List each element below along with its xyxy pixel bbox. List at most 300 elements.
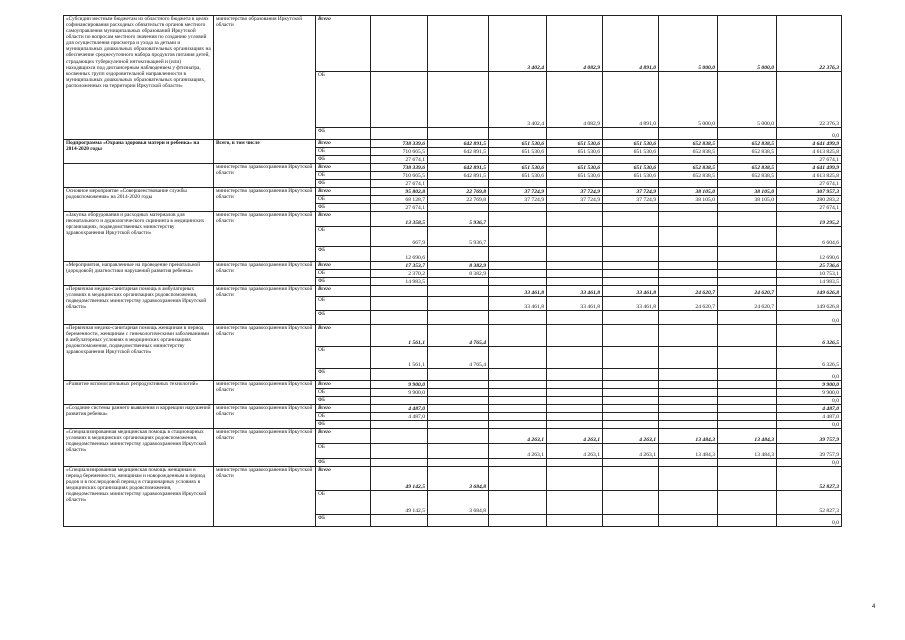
value-cell xyxy=(603,180,659,188)
value-cell xyxy=(371,429,428,444)
value-cell xyxy=(718,467,777,491)
value-cell xyxy=(428,180,489,188)
value-cell xyxy=(659,212,718,227)
executor-cell: Всего, в том числе xyxy=(214,140,316,164)
total-cell: 6 326,5 xyxy=(777,325,842,347)
activity-name: «Мероприятия, направленные на проведение пренатальной (дородовой) диагностики нарушений развития ребенка» xyxy=(64,262,214,286)
value-cell xyxy=(428,286,489,297)
value-cell: 49 142,5 xyxy=(371,491,428,515)
funding-source: Всего xyxy=(316,16,371,72)
value-cell: 37 724,9 xyxy=(489,188,547,196)
value-cell: 651 530,6 xyxy=(603,172,659,180)
value-cell xyxy=(547,156,603,164)
funding-source: ФБ xyxy=(316,397,371,405)
total-cell: 4 613 825,8 xyxy=(777,148,842,156)
value-cell: 37 724,9 xyxy=(603,196,659,204)
activity-name: «Специализированная медицинская помощь женщинам в период беременности, женщинам и новорожденным в период родов и в послеродовой период в стационарных условиях в медицинских организациях родовспоможения, подведомственных министерству здравоохранения Иркутской области» xyxy=(64,467,214,527)
value-cell xyxy=(547,180,603,188)
total-cell: 52 827,3 xyxy=(777,491,842,515)
value-cell xyxy=(659,156,718,164)
value-cell xyxy=(603,311,659,325)
value-cell xyxy=(718,491,777,515)
total-cell: 307 957,3 xyxy=(777,188,842,196)
value-cell xyxy=(718,459,777,467)
total-cell: 4 613 825,8 xyxy=(777,172,842,180)
total-cell: 0,0 xyxy=(777,369,842,381)
value-cell: 652 838,5 xyxy=(659,148,718,156)
value-cell: 652 838,5 xyxy=(718,172,777,180)
value-cell: 33 461,8 xyxy=(547,297,603,311)
value-cell xyxy=(428,429,489,444)
value-cell xyxy=(547,212,603,227)
value-cell: 710 665,5 xyxy=(371,148,428,156)
value-cell xyxy=(428,16,489,72)
value-cell xyxy=(547,369,603,381)
value-cell xyxy=(659,459,718,467)
value-cell xyxy=(603,515,659,527)
value-cell: 651 530,6 xyxy=(603,164,659,172)
value-cell: 9 900,0 xyxy=(371,389,428,397)
value-cell: 4 765,4 xyxy=(428,325,489,347)
page-number: 4 xyxy=(872,604,876,610)
total-cell: 280 283,2 xyxy=(777,196,842,204)
value-cell: 4 263,1 xyxy=(547,444,603,459)
value-cell xyxy=(489,491,547,515)
executor-cell: министерство здравоохранения Иркутской области xyxy=(214,325,316,381)
value-cell xyxy=(718,128,777,140)
value-cell xyxy=(718,311,777,325)
value-cell: 4 487,0 xyxy=(371,413,428,421)
value-cell xyxy=(428,389,489,397)
value-cell xyxy=(547,247,603,262)
funding-source: ФБ xyxy=(316,204,371,212)
value-cell: 1 561,1 xyxy=(371,325,428,347)
value-cell: 4 263,1 xyxy=(603,444,659,459)
value-cell xyxy=(659,262,718,270)
value-cell xyxy=(718,347,777,369)
value-cell xyxy=(603,413,659,421)
value-cell xyxy=(718,325,777,347)
total-cell: 0,0 xyxy=(777,311,842,325)
value-cell xyxy=(547,397,603,405)
total-cell: 4 641 499,9 xyxy=(777,140,842,148)
funding-source: Всего xyxy=(316,381,371,389)
value-cell: 652 838,5 xyxy=(718,140,777,148)
value-cell: 13 358,5 xyxy=(371,212,428,227)
value-cell xyxy=(489,325,547,347)
funding-source: Всего xyxy=(316,140,371,148)
table-row xyxy=(64,381,842,389)
executor-cell: министерство здравоохранения Иркутской области xyxy=(214,212,316,262)
value-cell xyxy=(603,381,659,389)
value-cell xyxy=(371,297,428,311)
value-cell: 17 353,7 xyxy=(371,262,428,270)
value-cell xyxy=(371,128,428,140)
funding-source: Всего xyxy=(316,262,371,270)
executor-cell: министерство здравоохранения Иркутской области xyxy=(214,286,316,325)
value-cell xyxy=(547,270,603,278)
value-cell: 4 263,1 xyxy=(547,429,603,444)
value-cell xyxy=(603,204,659,212)
value-cell xyxy=(718,156,777,164)
total-cell: 52 827,3 xyxy=(777,467,842,491)
value-cell: 22 769,8 xyxy=(428,188,489,196)
value-cell xyxy=(603,459,659,467)
value-cell xyxy=(718,397,777,405)
total-cell: 27 674,1 xyxy=(777,204,842,212)
value-cell: 651 530,6 xyxy=(603,140,659,148)
value-cell: 14 983,5 xyxy=(371,278,428,286)
value-cell: 22 769,8 xyxy=(428,196,489,204)
total-cell: 12 690,6 xyxy=(777,247,842,262)
value-cell: 642 891,5 xyxy=(428,172,489,180)
value-cell: 38 105,0 xyxy=(659,188,718,196)
value-cell: 24 620,7 xyxy=(718,297,777,311)
value-cell: 5 936,7 xyxy=(428,227,489,247)
value-cell xyxy=(547,347,603,369)
value-cell: 37 724,9 xyxy=(547,196,603,204)
value-cell: 1 561,1 xyxy=(371,347,428,369)
value-cell: 24 620,7 xyxy=(718,286,777,297)
activity-name: «Специализированная медицинская помощь в стационарных условиях в медицинских организациях родовспоможения, подведомственных министерству здравоохранения Иркутской области» xyxy=(64,429,214,467)
executor-cell: министерство образования Иркутской области xyxy=(214,16,316,140)
total-cell: 0,0 xyxy=(777,515,842,527)
total-cell: 27 674,1 xyxy=(777,156,842,164)
budget-table xyxy=(63,15,842,527)
funding-source: ОБ xyxy=(316,148,371,156)
value-cell xyxy=(659,421,718,429)
value-cell xyxy=(659,467,718,491)
value-cell xyxy=(718,515,777,527)
value-cell: 3 684,8 xyxy=(428,491,489,515)
funding-source: Всего xyxy=(316,467,371,491)
total-cell: 6 326,5 xyxy=(777,347,842,369)
executor-cell: министерство здравоохранения Иркутской области xyxy=(214,405,316,429)
funding-source: ФБ xyxy=(316,180,371,188)
value-cell xyxy=(489,405,547,413)
value-cell xyxy=(603,397,659,405)
table-row xyxy=(64,286,842,297)
value-cell: 642 891,5 xyxy=(428,164,489,172)
value-cell xyxy=(547,389,603,397)
value-cell: 651 530,6 xyxy=(489,148,547,156)
executor-cell: министерство здравоохранения Иркутской области xyxy=(214,188,316,212)
value-cell: 5 936,7 xyxy=(428,212,489,227)
value-cell xyxy=(547,311,603,325)
value-cell xyxy=(489,247,547,262)
funding-source: Всего xyxy=(316,164,371,172)
executor-cell: министерство здравоохранения Иркутской области xyxy=(214,381,316,405)
value-cell xyxy=(489,413,547,421)
funding-source: ОБ xyxy=(316,227,371,247)
value-cell xyxy=(371,311,428,325)
value-cell xyxy=(371,444,428,459)
value-cell xyxy=(489,270,547,278)
value-cell: 68 128,7 xyxy=(371,196,428,204)
executor-cell: министерство здравоохранения Иркутской области xyxy=(214,164,316,188)
value-cell xyxy=(428,204,489,212)
value-cell xyxy=(659,413,718,421)
table-row xyxy=(64,212,842,227)
value-cell: 4 487,0 xyxy=(371,405,428,413)
table-row xyxy=(64,164,842,172)
value-cell: 24 620,7 xyxy=(659,286,718,297)
value-cell: 651 530,6 xyxy=(547,148,603,156)
value-cell: 38 105,0 xyxy=(659,196,718,204)
value-cell: 9 900,0 xyxy=(371,381,428,389)
value-cell xyxy=(428,421,489,429)
funding-source: ФБ xyxy=(316,247,371,262)
value-cell: 13 484,3 xyxy=(718,444,777,459)
value-cell xyxy=(489,421,547,429)
value-cell: 4 082,9 xyxy=(547,16,603,72)
total-cell: 14 983,5 xyxy=(777,278,842,286)
total-cell: 25 736,6 xyxy=(777,262,842,270)
table-row xyxy=(64,429,842,444)
funding-source: ФБ xyxy=(316,311,371,325)
value-cell xyxy=(547,459,603,467)
value-cell xyxy=(603,156,659,164)
value-cell xyxy=(428,311,489,325)
total-cell: 9 900,0 xyxy=(777,389,842,397)
value-cell xyxy=(489,467,547,491)
value-cell xyxy=(428,278,489,286)
value-cell xyxy=(603,278,659,286)
value-cell xyxy=(547,227,603,247)
funding-source: ФБ xyxy=(316,369,371,381)
value-cell xyxy=(603,369,659,381)
value-cell xyxy=(603,227,659,247)
table-row xyxy=(64,16,842,72)
value-cell xyxy=(603,405,659,413)
value-cell: 49 142,5 xyxy=(371,467,428,491)
value-cell xyxy=(371,369,428,381)
table-row xyxy=(64,140,842,148)
funding-source: ОБ xyxy=(316,172,371,180)
value-cell: 8 382,9 xyxy=(428,262,489,270)
value-cell: 651 530,6 xyxy=(547,164,603,172)
total-cell: 6 604,6 xyxy=(777,227,842,247)
executor-cell: министерство здравоохранения Иркутской области xyxy=(214,262,316,286)
value-cell xyxy=(718,270,777,278)
value-cell: 652 838,5 xyxy=(718,148,777,156)
value-cell: 652 838,5 xyxy=(659,140,718,148)
value-cell xyxy=(428,72,489,128)
total-cell: 9 900,0 xyxy=(777,381,842,389)
funding-source: ФБ xyxy=(316,515,371,527)
value-cell xyxy=(718,180,777,188)
value-cell xyxy=(428,459,489,467)
value-cell xyxy=(547,413,603,421)
value-cell xyxy=(718,262,777,270)
total-cell: 149 626,8 xyxy=(777,297,842,311)
value-cell: 24 620,7 xyxy=(659,297,718,311)
value-cell xyxy=(718,212,777,227)
value-cell xyxy=(603,347,659,369)
activity-name xyxy=(64,164,214,188)
value-cell: 33 461,8 xyxy=(489,286,547,297)
value-cell xyxy=(718,389,777,397)
value-cell xyxy=(489,278,547,286)
value-cell: 5 000,0 xyxy=(659,16,718,72)
value-cell xyxy=(547,381,603,389)
value-cell xyxy=(428,128,489,140)
value-cell: 33 461,8 xyxy=(603,297,659,311)
value-cell xyxy=(371,72,428,128)
value-cell xyxy=(718,381,777,389)
value-cell: 37 724,9 xyxy=(547,188,603,196)
value-cell: 710 665,5 xyxy=(371,172,428,180)
value-cell xyxy=(489,180,547,188)
value-cell: 5 000,0 xyxy=(718,72,777,128)
value-cell xyxy=(659,278,718,286)
value-cell: 651 530,6 xyxy=(547,140,603,148)
value-cell xyxy=(489,459,547,467)
total-cell: 0,0 xyxy=(777,128,842,140)
value-cell: 4 263,1 xyxy=(489,444,547,459)
value-cell xyxy=(659,381,718,389)
value-cell xyxy=(489,212,547,227)
value-cell xyxy=(603,262,659,270)
value-cell: 652 838,5 xyxy=(659,172,718,180)
table-row xyxy=(64,325,842,347)
value-cell xyxy=(547,204,603,212)
value-cell: 13 484,3 xyxy=(718,429,777,444)
value-cell: 3 402,4 xyxy=(489,16,547,72)
value-cell xyxy=(718,204,777,212)
value-cell xyxy=(547,325,603,347)
value-cell xyxy=(428,369,489,381)
value-cell: 33 461,8 xyxy=(603,286,659,297)
total-cell: 4 641 499,9 xyxy=(777,164,842,172)
value-cell xyxy=(659,227,718,247)
value-cell: 4 263,1 xyxy=(603,429,659,444)
value-cell xyxy=(489,227,547,247)
executor-cell: министерство здравоохранения Иркутской области xyxy=(214,467,316,527)
total-cell: 19 295,2 xyxy=(777,212,842,227)
total-cell: 22 376,3 xyxy=(777,72,842,128)
value-cell: 13 484,3 xyxy=(659,444,718,459)
value-cell xyxy=(547,467,603,491)
value-cell xyxy=(603,325,659,347)
funding-source: ФБ xyxy=(316,421,371,429)
value-cell xyxy=(371,421,428,429)
total-cell: 27 674,1 xyxy=(777,180,842,188)
funding-source: Всего xyxy=(316,188,371,196)
activity-name: Подпрограмма «Охрана здоровья матери и ребенка» на 2014-2020 годы xyxy=(64,140,214,164)
value-cell xyxy=(428,515,489,527)
value-cell xyxy=(659,397,718,405)
funding-source: ОБ xyxy=(316,389,371,397)
funding-source: ФБ xyxy=(316,156,371,164)
value-cell xyxy=(489,128,547,140)
value-cell xyxy=(547,421,603,429)
value-cell xyxy=(603,270,659,278)
value-cell xyxy=(489,381,547,389)
value-cell: 651 530,6 xyxy=(489,140,547,148)
activity-name: «Закупка оборудования и расходных материалов для неонатального и аудиологического скрининга в медицинских организациях, подведомственных министерству здравоохранения Иркутской области» xyxy=(64,212,214,262)
value-cell: 2 370,2 xyxy=(371,270,428,278)
value-cell xyxy=(428,413,489,421)
value-cell xyxy=(659,515,718,527)
activity-name: «Создание системы раннего выявления и коррекции нарушений развития ребенка» xyxy=(64,405,214,429)
value-cell xyxy=(659,491,718,515)
funding-source: ОБ xyxy=(316,347,371,369)
value-cell: 4 765,4 xyxy=(428,347,489,369)
value-cell xyxy=(489,389,547,397)
value-cell xyxy=(718,369,777,381)
value-cell xyxy=(659,204,718,212)
value-cell xyxy=(603,247,659,262)
value-cell xyxy=(547,278,603,286)
value-cell xyxy=(547,128,603,140)
value-cell xyxy=(659,369,718,381)
value-cell xyxy=(718,405,777,413)
funding-source: ОБ xyxy=(316,413,371,421)
value-cell xyxy=(718,247,777,262)
value-cell xyxy=(659,180,718,188)
value-cell: 642 891,5 xyxy=(428,140,489,148)
value-cell: 13 484,3 xyxy=(659,429,718,444)
value-cell xyxy=(718,278,777,286)
table-row xyxy=(64,262,842,270)
value-cell: 651 530,6 xyxy=(489,164,547,172)
value-cell xyxy=(428,405,489,413)
activity-name: «Первичная медико-санитарная помощь женщинам в период беременности, женщинам с гинекологическими заболеваниями в амбулаторных условиях в медицинских организациях родовспоможения, подведомственных министерству здравоохранения Иркутской области» xyxy=(64,325,214,381)
funding-source: ОБ xyxy=(316,444,371,459)
value-cell: 651 530,6 xyxy=(603,148,659,156)
activity-name: Основное мероприятие «Совершенствование службы родовспоможения» на 2014-2020 годы xyxy=(64,188,214,212)
value-cell xyxy=(659,247,718,262)
value-cell: 642 891,5 xyxy=(428,148,489,156)
value-cell xyxy=(603,389,659,397)
value-cell: 5 000,0 xyxy=(659,72,718,128)
value-cell xyxy=(659,311,718,325)
value-cell xyxy=(489,204,547,212)
value-cell xyxy=(489,311,547,325)
activity-name: «Первичная медико-санитарная помощь в амбулаторных условиях в медицинских организациях родовспоможения, подведомственных министерству здравоохранения Иркутской области» xyxy=(64,286,214,325)
funding-source: Всего xyxy=(316,325,371,347)
value-cell: 651 530,6 xyxy=(489,172,547,180)
value-cell xyxy=(718,227,777,247)
value-cell: 33 461,8 xyxy=(489,297,547,311)
value-cell xyxy=(659,270,718,278)
value-cell: 38 105,0 xyxy=(718,196,777,204)
value-cell: 8 382,9 xyxy=(428,270,489,278)
funding-source: Всего xyxy=(316,212,371,227)
value-cell xyxy=(659,389,718,397)
value-cell xyxy=(371,16,428,72)
total-cell: 39 757,9 xyxy=(777,444,842,459)
value-cell: 27 674,1 xyxy=(371,156,428,164)
value-cell: 37 724,9 xyxy=(489,196,547,204)
value-cell xyxy=(547,262,603,270)
value-cell xyxy=(718,413,777,421)
funding-source: ФБ xyxy=(316,128,371,140)
funding-source: Всего xyxy=(316,429,371,444)
value-cell: 3 402,4 xyxy=(489,72,547,128)
funding-source: ОБ xyxy=(316,72,371,128)
value-cell xyxy=(547,405,603,413)
activity-name: «Развитие вспомогательных репродуктивных технологий» xyxy=(64,381,214,405)
value-cell xyxy=(371,459,428,467)
value-cell xyxy=(603,467,659,491)
table-row xyxy=(64,467,842,491)
value-cell xyxy=(428,397,489,405)
funding-source: ОБ xyxy=(316,297,371,311)
value-cell: 738 339,6 xyxy=(371,164,428,172)
value-cell xyxy=(603,421,659,429)
